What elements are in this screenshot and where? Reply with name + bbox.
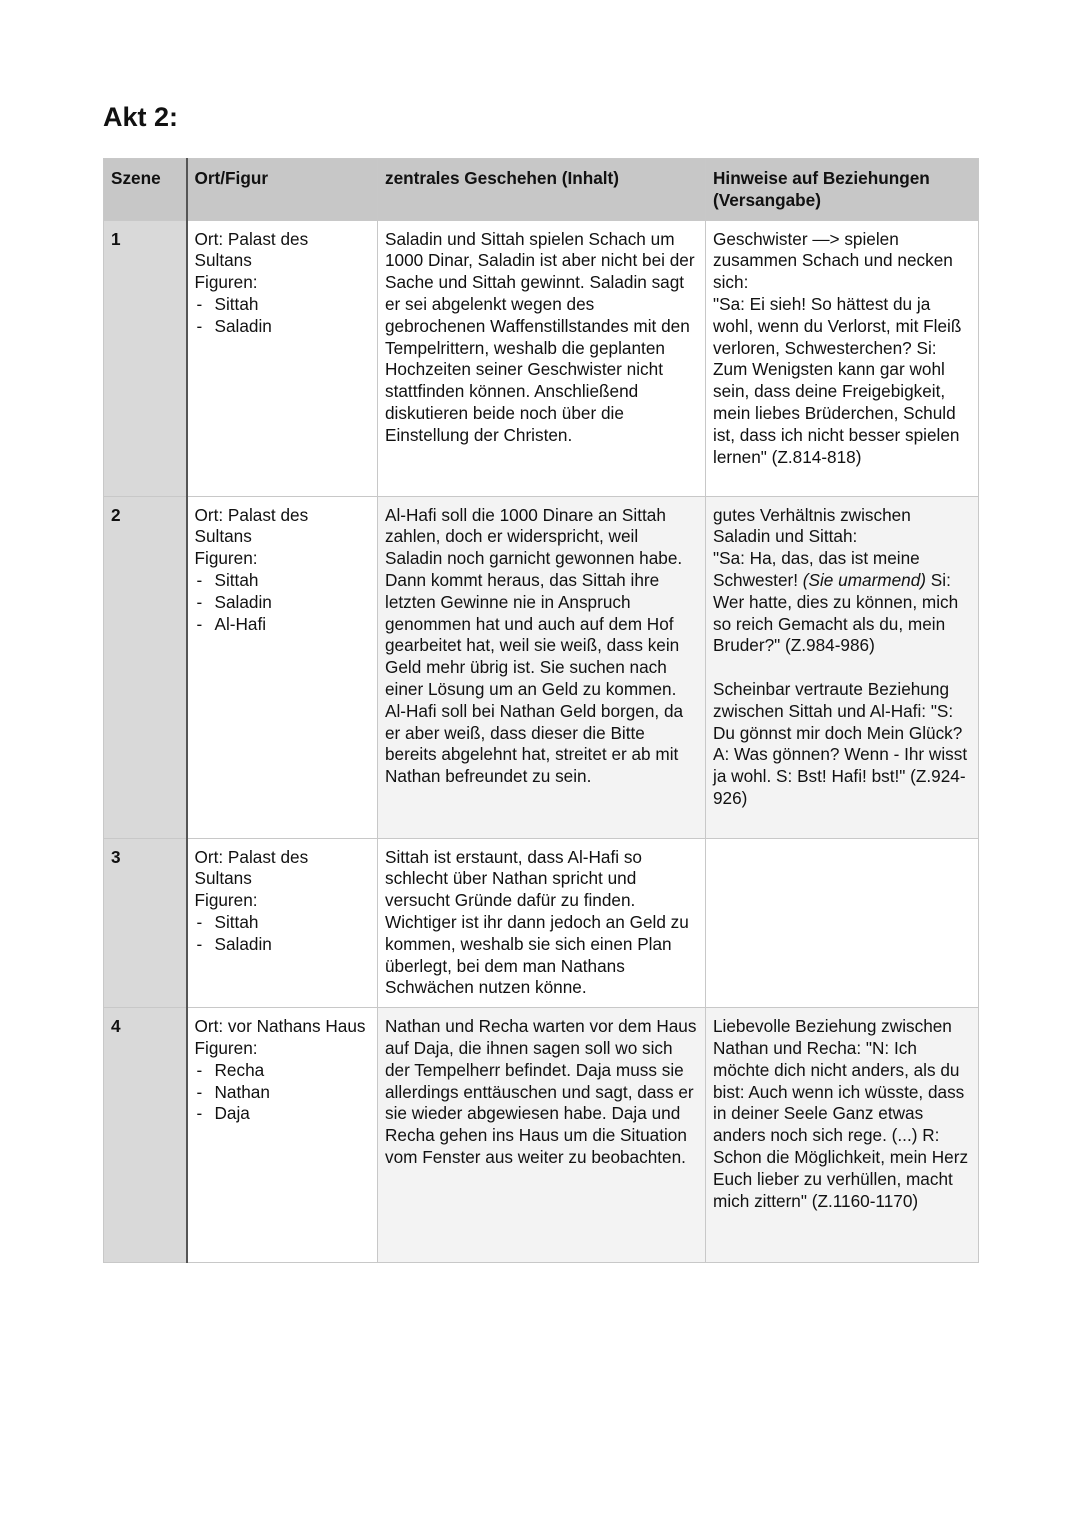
relations-quote: [713, 548, 971, 657]
table-row: [104, 1008, 979, 1263]
list-item: - Saladin: [195, 316, 371, 338]
figures-label: Figuren:: [194, 272, 258, 293]
list-item: - Recha: [195, 1060, 371, 1082]
content-cell: Sittah ist erstaunt, dass Al-Hafi so schlecht über Nathan spricht und versucht Gründe dafür zu finden. Wichtiger ist ihr dann jedoch an Geld zu kommen, weshalb sie sich einen Plan überlegt, bei dem man Nathans Schwächen nutzen könne.: [378, 838, 706, 1008]
list-item: - Al-Hafi: [195, 614, 371, 636]
table-header-row: [104, 159, 979, 221]
place-text: Ort: Palast des Sultans: [194, 846, 309, 889]
header-place: Ort/Figur: [187, 159, 378, 221]
header-scene: Szene: [104, 159, 187, 221]
figures-label: Figuren:: [194, 1037, 258, 1058]
place-text: Ort: vor Nathans Haus: [194, 1016, 366, 1037]
place-text: Ort: Palast des Sultans: [194, 504, 309, 547]
list-item: - Saladin: [195, 592, 371, 614]
content-cell: Saladin und Sittah spielen Schach um 1000 Dinar, Saladin ist aber nicht bei der Sache und Sittah gewinnt. Saladin sagt er sei abgelenkt wegen des gebrochenen Waffenstillstandes mit den Tempelrittern, weshalb die geplanten Hochzeiten seiner Geschwister nicht stattfinden können. Anschließend diskutieren beide noch über die Einstellung der Christen.: [378, 220, 706, 496]
scene-number: 3: [104, 838, 187, 1008]
quote-text: Si: Wer hatte, dies zu können, mich so reich Gemacht als du, mein Bruder?" (Z.984-986): [713, 569, 959, 656]
place-text: Ort: Palast des Sultans: [194, 228, 309, 271]
figures-list: [195, 1060, 371, 1125]
page-title: Akt 2:: [103, 102, 179, 132]
relations-cell: [706, 220, 979, 496]
place-cell: [187, 220, 378, 496]
relations-text: Scheinbar vertraute Beziehung zwischen Sittah und Al-Hafi: "S: Du gönnst mir doch Mein Glück? A: Was gönnen? Wenn - Ihr wisst ja wohl. S: Bst! Hafi! bst!" (Z.924-926): [713, 678, 968, 808]
scene-number: 4: [104, 1008, 187, 1263]
relations-quote: "Sa: Ei sieh! So hättest du ja wohl, wenn du Verlorst, mit Fleiß verloren, Schwesterchen? Si: Zum Wenigsten kann gar wohl sein, dass deine Freigebigkeit, mein liebes Brüderchen, Schuld ist, dass ich nicht besser spielen lernen" (Z.814-818): [713, 293, 962, 467]
table-row: [104, 220, 979, 496]
content-cell: Nathan und Recha warten vor dem Haus auf Daja, die ihnen sagen soll wo sich der Tempelherr befindet. Daja muss sie allerdings enttäuschen und sagt, dass er sie wieder abgewiesen habe. Daja und Recha gehen ins Haus um die Situation vom Fenster aus weiter zu beobachten.: [378, 1008, 706, 1263]
content-cell: Al-Hafi soll die 1000 Dinare an Sittah zahlen, doch er widerspricht, weil Saladin noch garnicht gewonnen habe. Dann kommt heraus, das Sittah ihre letzten Gewinne nie in Anspruch genommen hat und auch auf dem Hof gearbeitet hat, weil sie weiß, dass kein Geld mehr übrig ist. Sie suchen nach einer Lösung um an Geld zu kommen. Al-Hafi soll bei Nathan Geld borgen, da er aber weiß, dass dieser die Bitte bereits abgelehnt hat, streitet er ab mit Nathan befreundet zu sein.: [378, 496, 706, 838]
place-cell: [187, 496, 378, 838]
list-item: - Sittah: [195, 570, 371, 592]
relations-text: Geschwister —> spielen zusammen Schach und necken sich:: [713, 228, 953, 293]
relations-text: gutes Verhältnis zwischen Saladin und Sittah:: [713, 504, 911, 547]
relations-cell: [706, 496, 979, 838]
table-row: [104, 496, 979, 838]
scene-number: 2: [104, 496, 187, 838]
place-cell: [187, 1008, 378, 1263]
figures-list: [195, 294, 371, 338]
figures-label: Figuren:: [194, 548, 258, 569]
list-item: - Daja: [195, 1103, 371, 1125]
list-item: - Sittah: [195, 294, 371, 316]
list-item: - Saladin: [195, 934, 371, 956]
figures-label: Figuren:: [194, 890, 258, 911]
figures-list: [195, 912, 371, 956]
table-row: [104, 838, 979, 1008]
stage-direction: (Sie umarmend): [802, 569, 927, 590]
scene-table: [103, 158, 979, 1263]
header-content: zentrales Geschehen (Inhalt): [378, 159, 706, 221]
list-item: - Nathan: [195, 1082, 371, 1104]
relations-cell: [706, 838, 979, 1008]
relations-cell: Liebevolle Beziehung zwischen Nathan und Recha: "N: Ich möchte dich nicht anders, als du bist: Auch wenn ich wüsste, dass in deiner Seele Ganz etwas anders noch sich rege. (...) R: Schon die Möglichkeit, mein Herz Euch lieber zu verhüllen, macht mich zittern" (Z.1160-1170): [706, 1008, 979, 1263]
quote-text: "Sa: Ha, das, das ist meine Schwester!: [713, 548, 920, 590]
place-cell: [187, 838, 378, 1008]
header-relations: Hinweise auf Beziehungen (Versangabe): [706, 159, 979, 221]
figures-list: [195, 570, 371, 635]
scene-number: 1: [104, 220, 187, 496]
list-item: - Sittah: [195, 912, 371, 934]
